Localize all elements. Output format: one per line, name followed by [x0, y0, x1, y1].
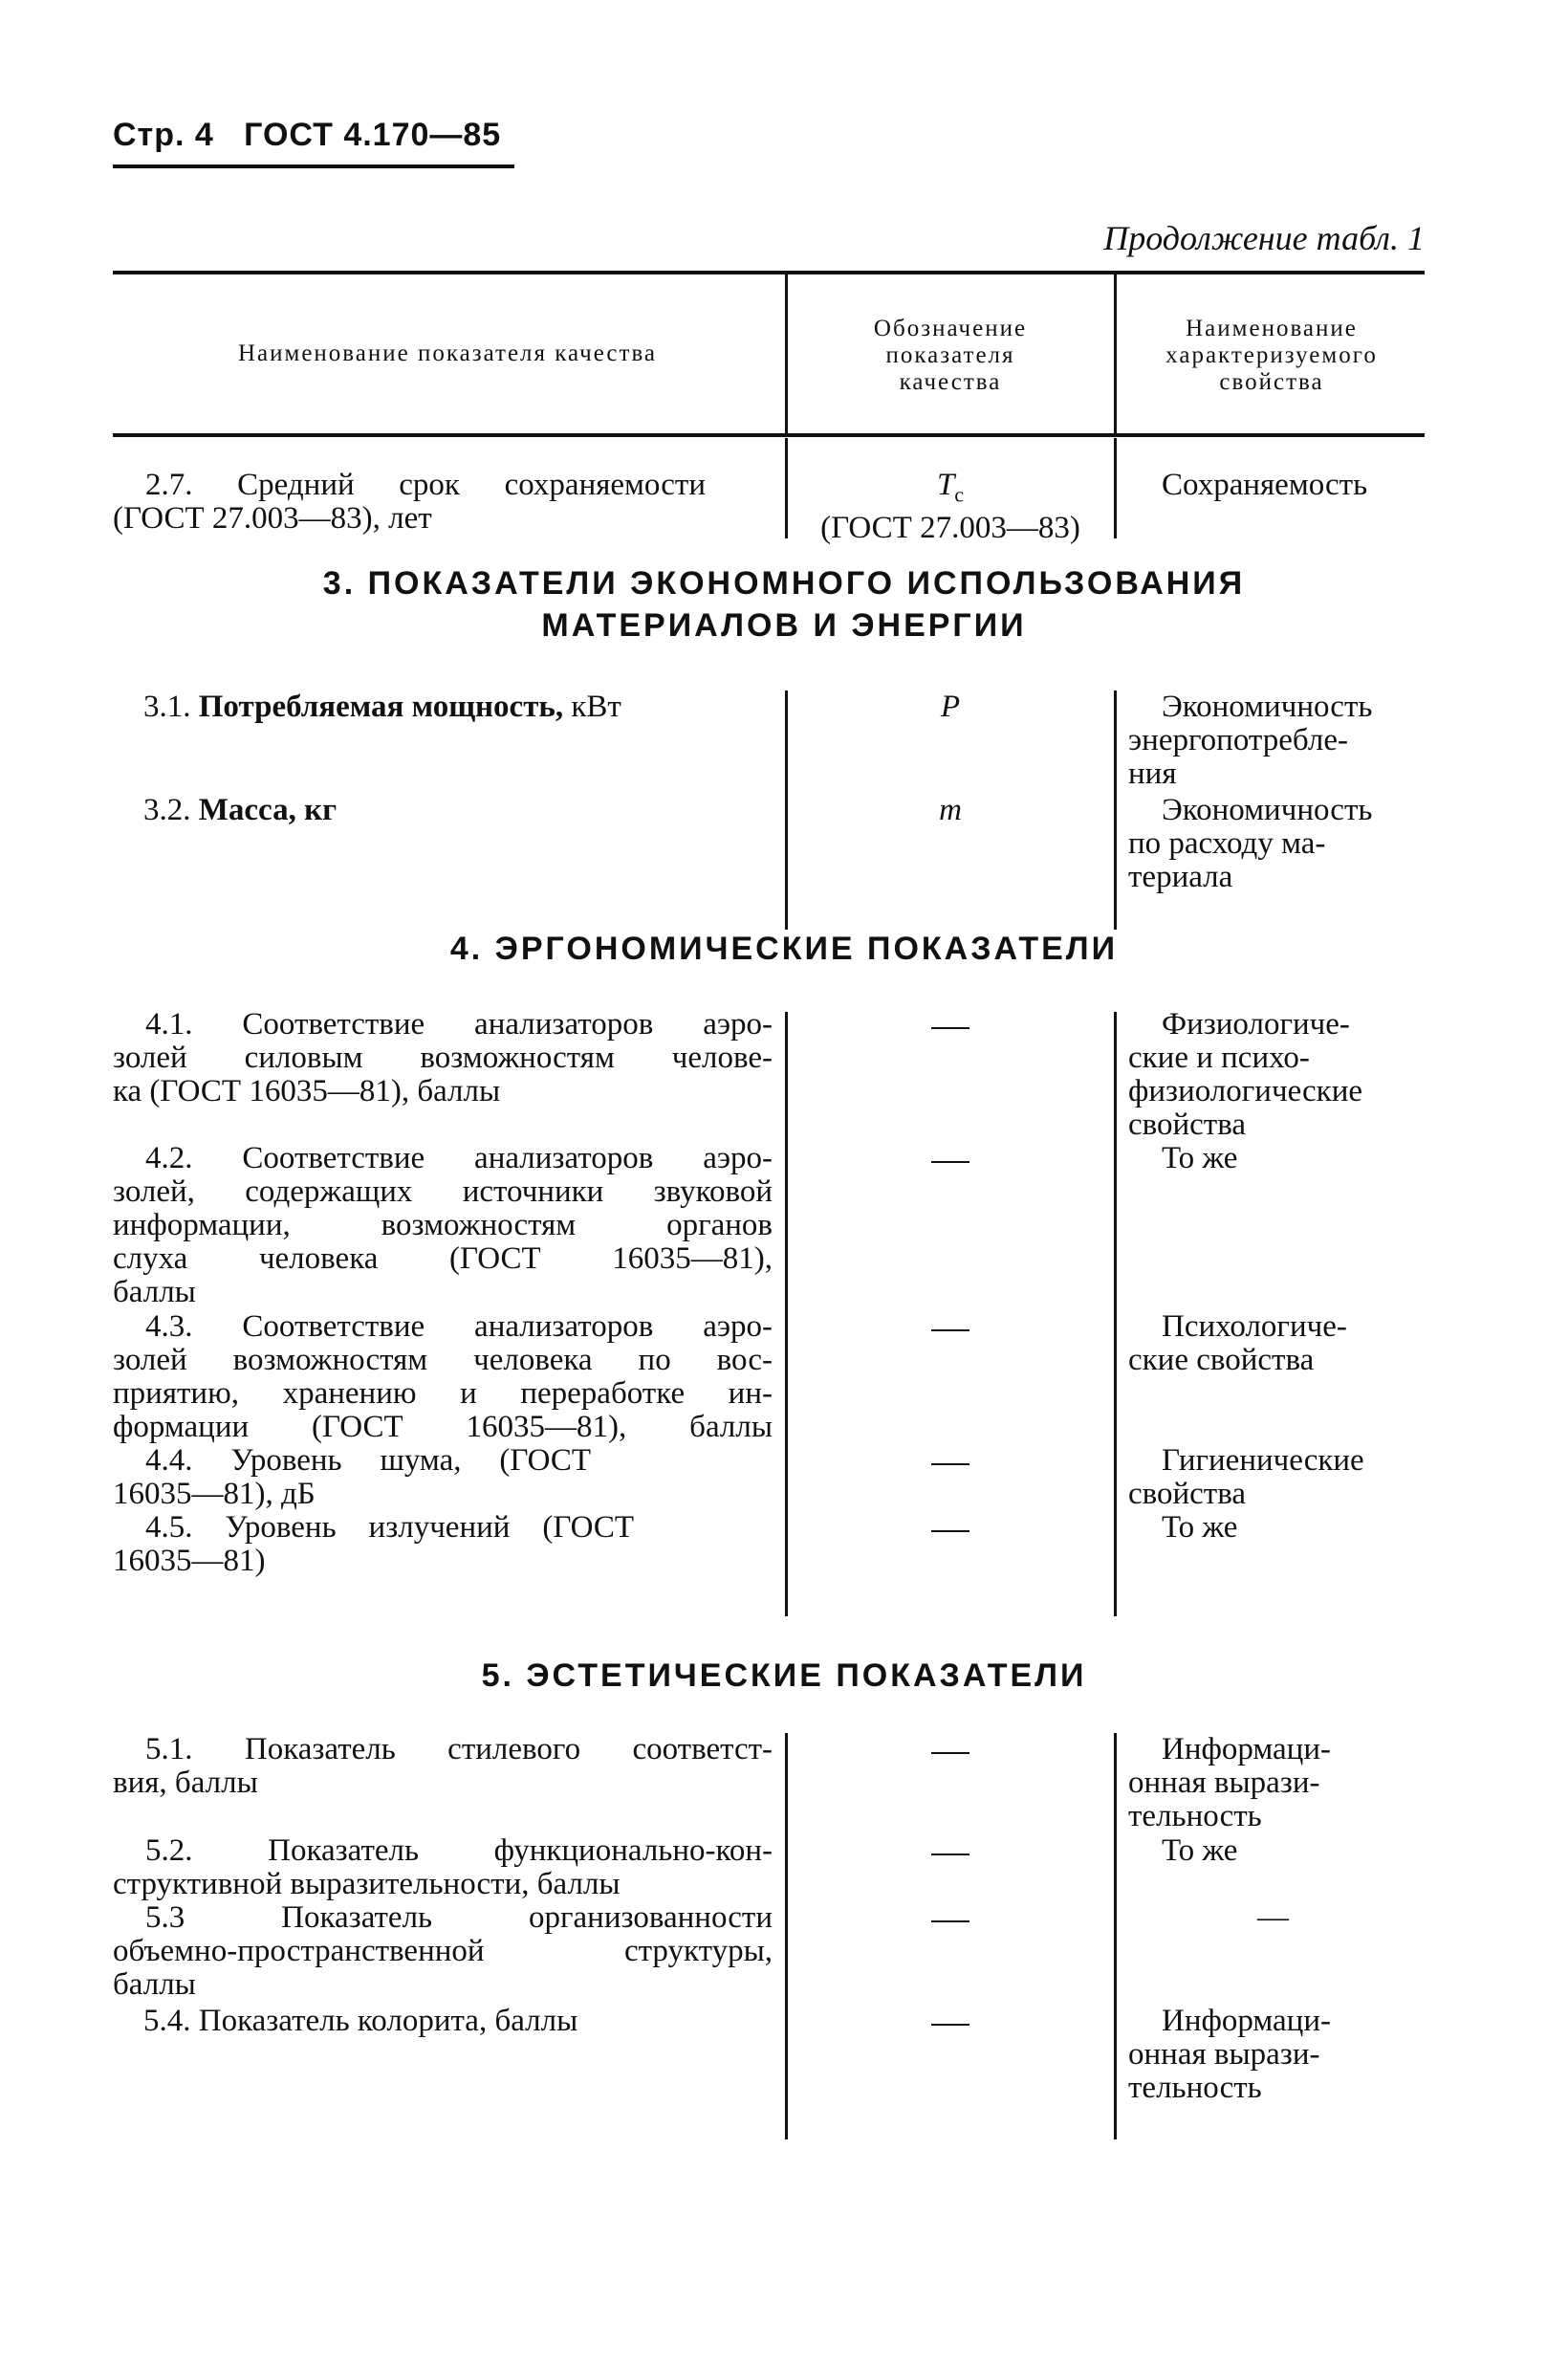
column-divider	[785, 1012, 788, 1616]
column-divider	[1114, 274, 1117, 433]
row-number: 3.2.	[143, 793, 191, 827]
row-2-7-property: Сохраняемость	[1162, 468, 1368, 502]
property-line: ские свойства	[1128, 1343, 1315, 1377]
row-5-2-designation	[931, 1854, 969, 1855]
designation-reference: (ГОСТ 27.003—83)	[820, 510, 1080, 545]
row-2-7-designation	[790, 469, 1111, 545]
row-2-7-name	[113, 469, 706, 536]
row-4-5-name	[113, 1511, 634, 1578]
row-name-bold: Потребляемая мощность,	[198, 690, 564, 724]
property-line: ния	[1128, 757, 1177, 791]
row-name-line: объемно-пространственной структуры,	[113, 1934, 773, 1968]
property-line: онная вырази-	[1128, 1766, 1320, 1800]
column-header-property-line: свойства	[1219, 369, 1324, 395]
property-line: тельность	[1128, 2071, 1262, 2105]
table-continuation-caption: Продолжение табл. 1	[1103, 219, 1425, 257]
row-name-line: 5.2. Показатель функционально-кон-	[145, 1833, 773, 1868]
column-divider	[1114, 438, 1117, 538]
row-4-4-designation	[931, 1463, 969, 1465]
row-name-line: 16035—81)	[113, 1544, 266, 1578]
row-5-3-property: —	[1257, 1900, 1289, 1935]
property-line: Информаци-	[1162, 1732, 1331, 1766]
row-4-2-designation	[931, 1161, 969, 1163]
row-name-line: 16035—81), дБ	[113, 1477, 316, 1511]
row-name-line: ка (ГОСТ 16035—81), баллы	[113, 1074, 501, 1108]
row-4-1-property	[1128, 1008, 1362, 1142]
row-3-1-property	[1128, 691, 1372, 791]
row-name-line: структивной выразительности, баллы	[113, 1867, 621, 1901]
page-header	[113, 117, 501, 154]
column-header-designation-line: качества	[899, 369, 1002, 395]
column-divider	[785, 1733, 788, 2139]
property-line: териала	[1128, 860, 1233, 894]
column-header-property-line: характеризуемого	[1165, 342, 1378, 368]
row-3-2-name	[143, 794, 337, 827]
column-header-designation-line: Обозначение	[873, 316, 1028, 341]
row-name-line: золей возможностям человека по вос-	[113, 1343, 773, 1377]
row-name-line: 4.2. Соответствие анализаторов аэро-	[145, 1141, 773, 1175]
column-header-property-line: Наименование	[1186, 316, 1358, 341]
row-5-3-name	[113, 1901, 773, 2002]
row-name-line: баллы	[113, 1275, 196, 1309]
row-4-1-designation	[931, 1027, 969, 1029]
property-line: энергопотребле-	[1128, 723, 1348, 757]
row-4-2-property: То же	[1162, 1141, 1238, 1175]
row-name-line: 2.7. Средний срок сохраняемости	[145, 468, 706, 502]
row-5-4-property	[1128, 2005, 1331, 2105]
row-5-4-designation	[931, 2024, 969, 2026]
header-underline	[113, 165, 514, 168]
column-header-designation-line: показателя	[885, 342, 1015, 368]
property-line: ские и психо-	[1128, 1041, 1310, 1075]
row-3-2-property	[1128, 794, 1372, 894]
row-name-line: формации (ГОСТ 16035—81), баллы	[113, 1410, 773, 1444]
page-number: Стр. 4	[113, 117, 214, 153]
row-name-line: 5.3 Показатель организованности	[145, 1900, 773, 1935]
row-3-1-designation: P	[940, 690, 961, 724]
property-line: тельность	[1128, 1799, 1262, 1833]
row-name-line: золей, содержащих источники звуковой	[113, 1174, 773, 1209]
column-divider	[1114, 691, 1117, 930]
row-name-line: 5.1. Показатель стилевого соответст-	[145, 1732, 773, 1766]
row-unit: кВт	[571, 690, 621, 724]
column-divider	[1114, 1733, 1117, 2139]
row-name-line: (ГОСТ 27.003—83), лет	[113, 501, 432, 536]
row-4-5-property: То же	[1162, 1510, 1238, 1545]
row-3-1-name	[143, 691, 621, 724]
row-5-1-name	[113, 1733, 773, 1800]
row-4-3-designation	[931, 1329, 969, 1331]
row-5-3-designation	[931, 1920, 969, 1922]
row-name-line: вия, баллы	[113, 1766, 258, 1800]
column-header-property	[1119, 316, 1425, 396]
row-name-line: 4.4. Уровень шума, (ГОСТ	[145, 1443, 591, 1478]
section-3-title	[0, 562, 1568, 647]
row-5-1-property	[1128, 1733, 1331, 1833]
row-number: 3.1.	[143, 690, 191, 724]
designation-subscript: с	[954, 482, 965, 507]
property-line: Экономичность	[1162, 793, 1373, 827]
row-4-5-designation	[931, 1530, 969, 1532]
row-5-1-designation	[931, 1752, 969, 1754]
row-name-line: информации, возможностям органов	[113, 1208, 773, 1242]
property-line: онная вырази-	[1128, 2037, 1320, 2072]
column-header-name: Наименование показателя качества	[237, 340, 658, 366]
table-top-rule	[113, 271, 1425, 274]
section-4-title: 4. ЭРГОНОМИЧЕСКИЕ ПОКАЗАТЕЛИ	[449, 931, 1119, 967]
row-name-line: 4.5. Уровень излучений (ГОСТ	[145, 1510, 634, 1545]
property-line: Информаци-	[1162, 2004, 1331, 2038]
designation-symbol: T	[936, 468, 955, 502]
property-line: свойства	[1128, 1108, 1247, 1142]
column-divider	[785, 274, 788, 433]
row-name-line: слуха человека (ГОСТ 16035—81),	[113, 1241, 773, 1276]
property-line: физиологические	[1128, 1074, 1363, 1108]
column-divider	[1114, 1012, 1117, 1616]
row-name-line: 4.1. Соответствие анализаторов аэро-	[145, 1007, 773, 1042]
row-name-bold: Масса, кг	[198, 793, 338, 827]
property-line: Гигиенические	[1162, 1443, 1364, 1478]
property-line: свойства	[1128, 1477, 1247, 1511]
column-divider	[785, 438, 788, 538]
row-4-3-name	[113, 1310, 773, 1444]
section-5-title: 5. ЭСТЕТИЧЕСКИЕ ПОКАЗАТЕЛИ	[481, 1657, 1087, 1694]
row-4-2-name	[113, 1142, 773, 1309]
row-name-line: приятию, хранению и переработке ин-	[113, 1376, 773, 1411]
section-title-line: МАТЕРИАЛОВ И ЭНЕРГИИ	[541, 607, 1027, 644]
row-5-4-name: 5.4. Показатель колорита, баллы	[143, 2004, 578, 2038]
row-4-4-name	[113, 1444, 591, 1511]
column-header-designation	[790, 316, 1111, 396]
standard-number: ГОСТ 4.170—85	[244, 117, 502, 153]
section-title-line: 3. ПОКАЗАТЕЛИ ЭКОНОМНОГО ИСПОЛЬЗОВАНИЯ	[322, 565, 1246, 602]
row-3-2-designation: m	[939, 793, 962, 827]
row-name-line: баллы	[113, 1967, 196, 2002]
property-line: по расходу ма-	[1128, 826, 1326, 861]
column-divider	[785, 691, 788, 930]
row-5-2-property: То же	[1162, 1833, 1238, 1868]
row-4-3-property	[1128, 1310, 1347, 1377]
row-name-line: 4.3. Соответствие анализаторов аэро-	[145, 1309, 773, 1344]
property-line: Физиологиче-	[1162, 1007, 1350, 1042]
row-5-2-name	[113, 1834, 773, 1901]
row-name-line: золей силовым возможностям челове-	[113, 1041, 773, 1075]
row-4-4-property	[1128, 1444, 1364, 1511]
row-4-1-name	[113, 1008, 773, 1108]
property-line: Экономичность	[1162, 690, 1373, 724]
table-header-bottom-rule	[113, 433, 1425, 437]
property-line: Психологиче-	[1162, 1309, 1347, 1344]
